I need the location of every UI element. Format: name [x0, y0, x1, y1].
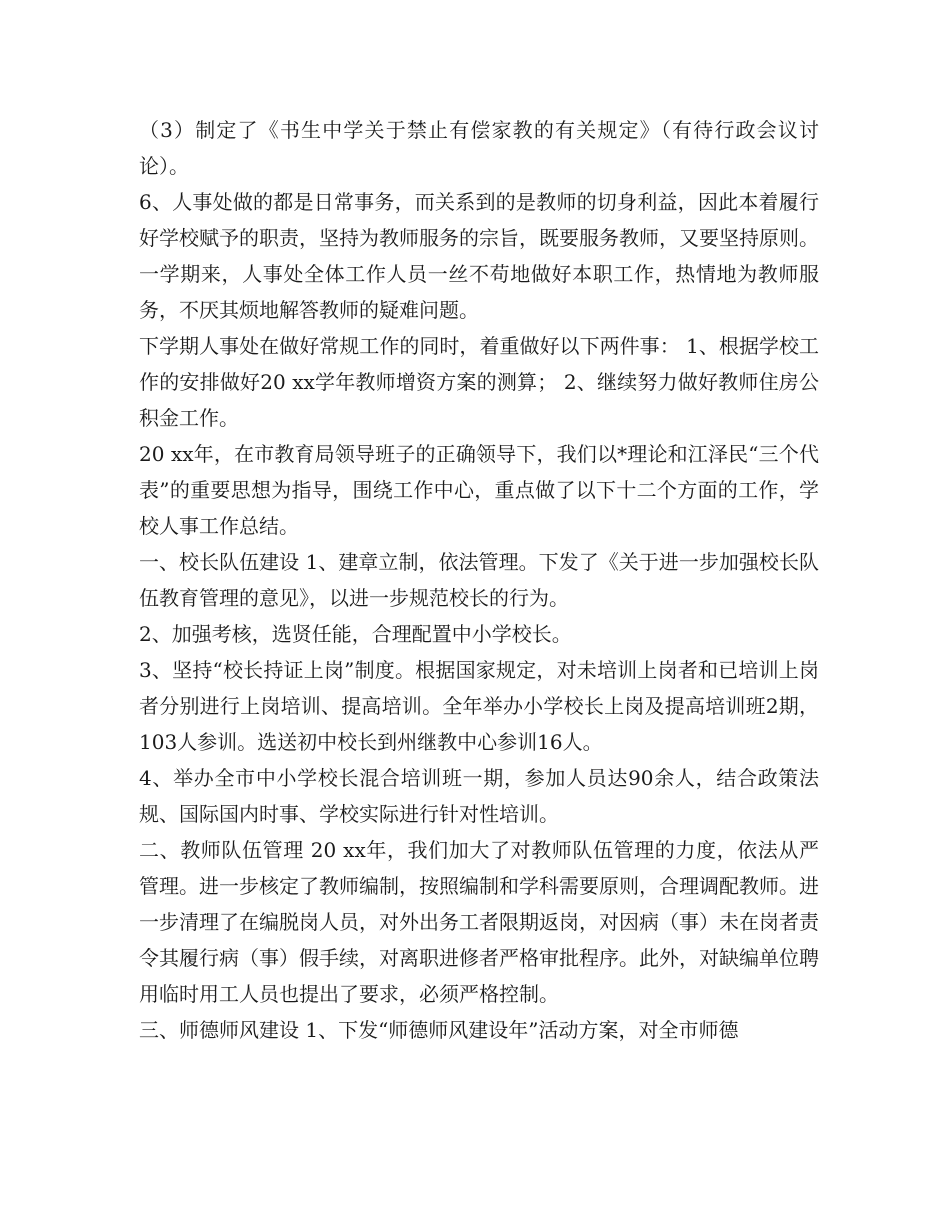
- paragraph-training-class: 4、举办全市中小学校长混合培训班一期，参加人员达90余人，结合政策法规、国际国内时事、学校实际进行针对性培训。: [139, 766, 819, 826]
- paragraph-personnel-office: 6、人事处做的都是日常事务，而关系到的是教师的切身利益，因此本着履行好学校赋予的职责，坚持为教师服务的宗旨，既要服务教师，又要坚持原则。一学期来，人事处全体工作人员一丝不苟地做好本职工作，热情地为教师服务，不厌其烦地解答教师的疑难问题。: [139, 190, 819, 322]
- document-body: [139, 112, 819, 1048]
- paragraph-teacher-management: 二、教师队伍管理 20 xx年，我们加大了对教师队伍管理的力度，依法从严管理。进一步核定了教师编制，按照编制和学科需要原则，合理调配教师。进一步清理了在编脱岗人员，对外出务工者限期返岗，对因病（事）未在岗者责令其履行病（事）假手续，对离职进修者严格审批程序。此外，对缺编单位聘用临时用工人员也提出了要求，必须严格控制。: [139, 838, 819, 1006]
- paragraph-ethics-building: 三、师德师风建设 1、下发“师德师风建设年”活动方案，对全市师德: [139, 1018, 739, 1042]
- paragraph-year-summary: 20 xx年，在市教育局领导班子的正确领导下，我们以*理论和江泽民“三个代表”的重要思想为指导，围绕工作中心，重点做了以下十二个方面的工作，学校人事工作总结。: [139, 442, 819, 538]
- paragraph-rule-note: （3）制定了《书生中学关于禁止有偿家教的有关规定》（有待行政会议讨论）。: [139, 118, 819, 178]
- paragraph-assessment: 2、加强考核，选贤任能，合理配置中小学校长。: [139, 622, 572, 646]
- paragraph-next-semester: 下学期人事处在做好常规工作的同时，着重做好以下两件事： 1、根据学校工作的安排做好20 xx学年教师增资方案的测算； 2、继续努力做好教师住房公积金工作。: [139, 334, 819, 430]
- paragraph-principal-team: 一、校长队伍建设 1、建章立制，依法管理。下发了《关于进一步加强校长队伍教育管理的意见》，以进一步规范校长的行为。: [139, 550, 819, 610]
- paragraph-certification: 3、坚持“校长持证上岗”制度。根据国家规定，对未培训上岗者和已培训上岗者分别进行上岗培训、提高培训。全年举办小学校长上岗及提高培训班2期，103人参训。选送初中校长到州继教中心参训16人。: [139, 658, 819, 754]
